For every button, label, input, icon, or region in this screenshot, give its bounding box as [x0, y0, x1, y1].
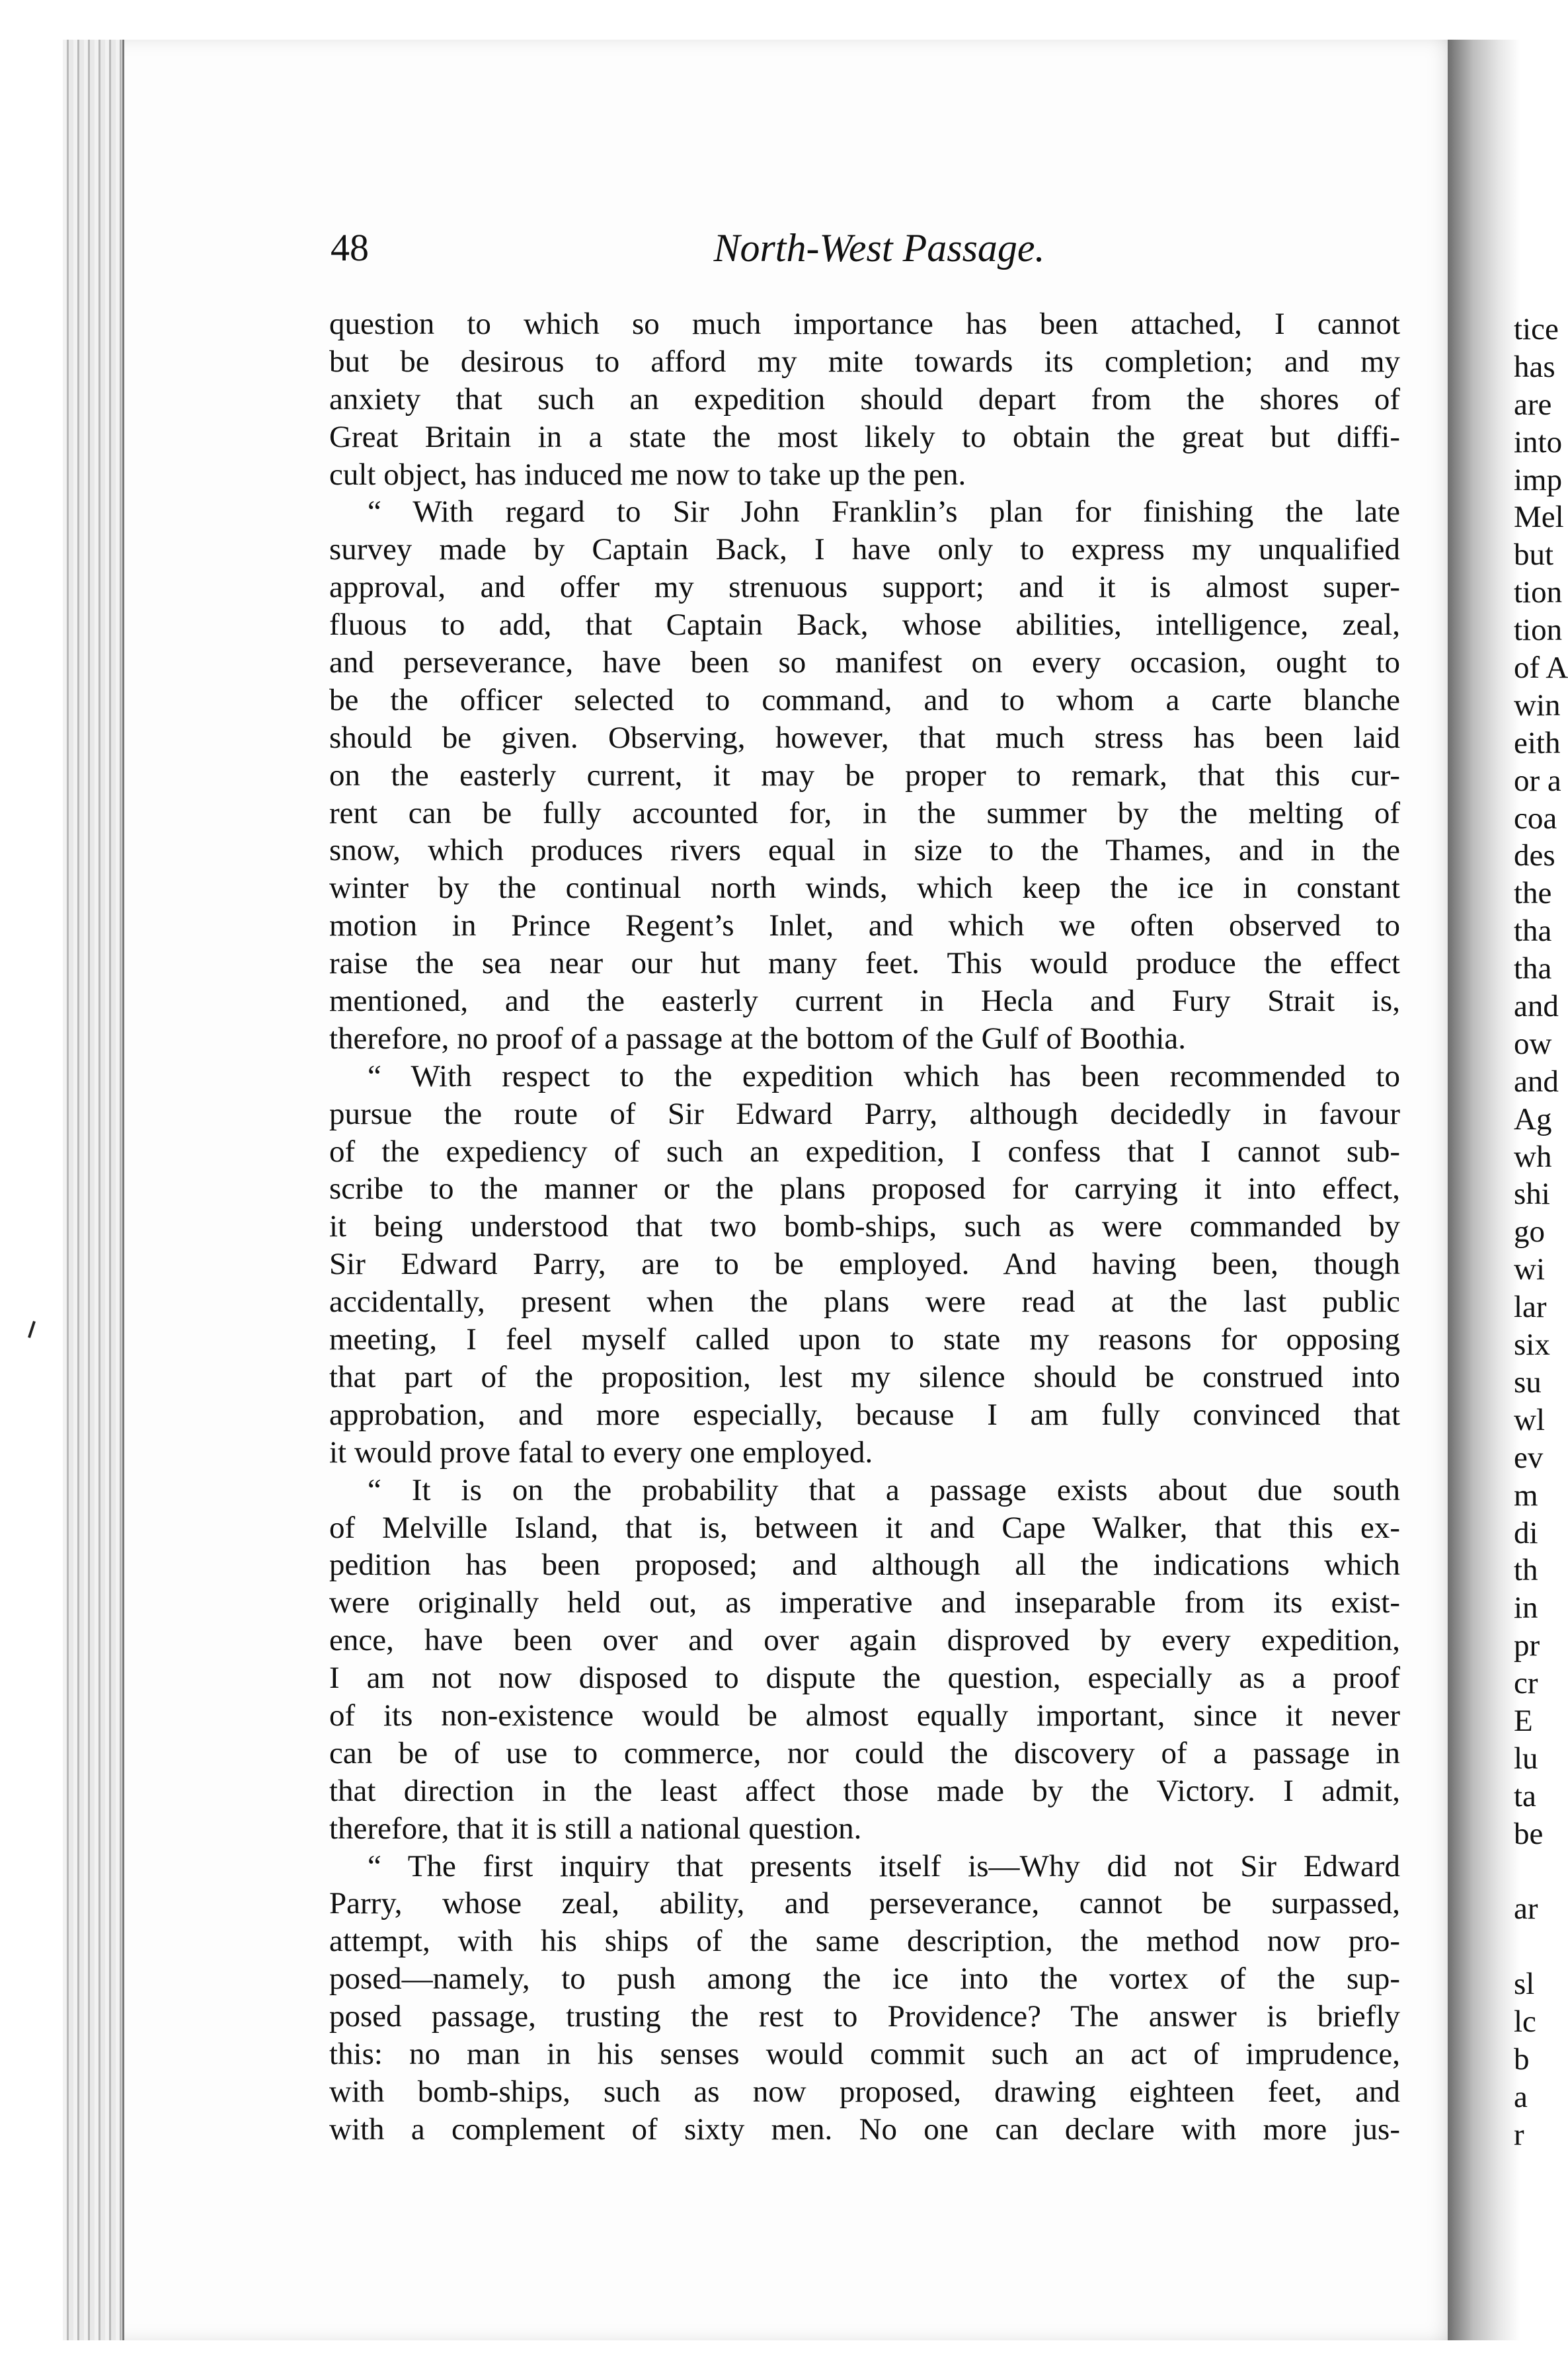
text-line: therefore, no proof of a passage at the bottom of the Gulf of Boothia. — [329, 1021, 1187, 1056]
body-text — [329, 305, 1400, 2149]
text-line: “ With regard to Sir John Franklin’s plan for finishing the late — [368, 495, 1400, 530]
text-line: of its non-existence would be almost equally important, since it never — [329, 1698, 1400, 1733]
text-line: of the expediency of such an expedition, I confess that I cannot sub- — [329, 1134, 1400, 1169]
facing-page-fragment: sl — [1514, 1967, 1535, 2002]
text-line: rent can be fully accounted for, in the summer by the melting of — [329, 795, 1400, 830]
text-line: question to which so much importance has been attached, I cannot — [329, 307, 1400, 341]
text-line: it would prove fatal to every one employed. — [329, 1435, 873, 1470]
text-line: can be of use to commerce, nor could the discovery of a passage in — [329, 1735, 1400, 1770]
facing-page-fragment: tion — [1514, 613, 1563, 648]
facing-page-fragment: tice — [1514, 312, 1559, 346]
facing-page-fragment: or a — [1514, 763, 1561, 798]
text-line: snow, which produces rivers equal in size to the Thames, and in the — [329, 833, 1400, 868]
text-line: “ With respect to the expedition which has been recommended to — [368, 1058, 1400, 1093]
text-line: cult object, has induced me now to take up the pen. — [329, 457, 966, 492]
facing-page-fragment: a — [1514, 2079, 1528, 2114]
facing-page-fragment: into — [1514, 424, 1563, 459]
facing-page-fragment: and — [1514, 989, 1559, 1024]
margin-mark — [28, 1321, 36, 1338]
text-line: approbation, and more especially, because I am fully convinced that — [329, 1397, 1400, 1432]
text-line: were originally held out, as imperative and inseparable from its exist- — [329, 1585, 1400, 1620]
facing-page-fragment: cr — [1514, 1666, 1538, 1701]
facing-page-fragment: th — [1514, 1553, 1538, 1588]
text-line: should be given. Observing, however, that much stress has been laid — [329, 720, 1400, 755]
facing-page-fragment: lar — [1514, 1290, 1547, 1325]
facing-page-fragment — [1514, 1853, 1568, 1891]
text-line: Great Britain in a state the most likely to obtain the great but diffi- — [329, 419, 1400, 454]
facing-page-fragment: ta — [1514, 1778, 1536, 1813]
text-line: approval, and offer my strenuous support; and it is almost super- — [329, 570, 1400, 605]
facing-page-fragment: wh — [1514, 1139, 1552, 1174]
page-gutter-shadow — [1448, 40, 1520, 2340]
text-line: that part of the proposition, lest my silence should be construed into — [329, 1359, 1400, 1394]
facing-page-fragments — [1514, 311, 1568, 2154]
facing-page-fragment: six — [1514, 1327, 1550, 1363]
facing-page-fragment: are — [1514, 387, 1552, 422]
facing-page-fragment: E — [1514, 1703, 1533, 1738]
facing-page-fragment: go — [1514, 1214, 1545, 1249]
facing-page-fragment: m — [1514, 1478, 1538, 1513]
text-line: therefore, that it is still a national question. — [329, 1811, 862, 1846]
text-line: pedition has been proposed; and although all the indications which — [329, 1548, 1400, 1583]
facing-page-fragment: has — [1514, 349, 1555, 384]
text-line: but be desirous to afford my mite towards its completion; and my — [329, 344, 1400, 379]
facing-page-fragment: eith — [1514, 725, 1561, 760]
text-line: ence, have been over and over again disproved by every expedition, — [329, 1623, 1400, 1658]
text-line: motion in Prince Regent’s Inlet, and which we often observed to — [329, 908, 1400, 943]
text-line: “ It is on the probability that a passage exists about due south — [368, 1472, 1400, 1507]
facing-page-fragment: lu — [1514, 1741, 1538, 1776]
facing-page-fragment: r — [1514, 2117, 1524, 2152]
text-line: survey made by Captain Back, I have only to express my unqualified — [329, 532, 1400, 567]
facing-page-fragment: imp — [1514, 462, 1563, 497]
text-line: anxiety that such an expedition should depart from the shores of — [329, 381, 1400, 416]
text-line: pursue the route of Sir Edward Parry, although decidedly in favour — [329, 1096, 1400, 1131]
facing-page-fragment: Ag — [1514, 1101, 1552, 1136]
text-line: “ The first inquiry that presents itself is—Why did not Sir Edward — [368, 1848, 1400, 1883]
text-line: fluous to add, that Captain Back, whose abilities, intelligence, zeal, — [329, 608, 1400, 643]
facing-page-fragment: of A — [1514, 651, 1568, 686]
text-line: of Melville Island, that is, between it and Cape Walker, that this ex- — [329, 1510, 1400, 1545]
facing-page-fragment: wi — [1514, 1252, 1545, 1287]
running-head — [331, 218, 1428, 278]
text-line: I am not now disposed to dispute the question, especially as a proof — [329, 1661, 1400, 1696]
text-line: Sir Edward Parry, are to be employed. And having been, though — [329, 1247, 1400, 1282]
text-line: that direction in the least affect those made by the Victory. I admit, — [329, 1773, 1400, 1808]
facing-page-fragment: b — [1514, 2041, 1530, 2077]
text-line: on the easterly current, it may be proper to remark, that this cur- — [329, 758, 1400, 793]
facing-page-fragment: lc — [1514, 2004, 1536, 2039]
text-line: and perseverance, have been so manifest on every occasion, ought to — [329, 645, 1400, 680]
facing-page-fragment: win — [1514, 688, 1561, 723]
text-line: this: no man in his senses would commit such an act of imprudence, — [329, 2036, 1400, 2071]
facing-page-fragment: tion — [1514, 575, 1563, 610]
facing-page-fragment: but — [1514, 537, 1554, 573]
facing-page-fragment: tha — [1514, 951, 1552, 986]
text-line: scribe to the manner or the plans proposed for carrying it into effect, — [329, 1171, 1400, 1207]
facing-page-fragment: des — [1514, 838, 1555, 873]
facing-page-fragment: and — [1514, 1064, 1559, 1099]
facing-page-fragment: tha — [1514, 914, 1552, 949]
facing-page-fragment: in — [1514, 1591, 1538, 1626]
page-number: 48 — [331, 226, 369, 269]
facing-page-fragment: be — [1514, 1816, 1544, 1851]
text-line: posed—namely, to push among the ice into the vortex of the sup- — [329, 1961, 1400, 1997]
facing-page-fragment: ow — [1514, 1026, 1552, 1061]
text-line: with bomb-ships, such as now proposed, drawing eighteen feet, and — [329, 2074, 1400, 2109]
facing-page-fragment: shi — [1514, 1177, 1550, 1212]
facing-page-fragment: di — [1514, 1515, 1538, 1550]
running-title: North-West Passage. — [713, 226, 1045, 270]
facing-page-fragment: ev — [1514, 1440, 1544, 1475]
text-line: Parry, whose zeal, ability, and perseverance, cannot be surpassed, — [329, 1886, 1400, 1921]
text-line: be the officer selected to command, and to whom a carte blanche — [329, 682, 1400, 717]
facing-page-fragment: coa — [1514, 801, 1557, 836]
text-line: meeting, I feel myself called upon to state my reasons for opposing — [329, 1322, 1400, 1357]
text-line: winter by the continual north winds, which keep the ice in constant — [329, 871, 1400, 906]
facing-page-fragment: su — [1514, 1365, 1542, 1400]
facing-page-fragment — [1514, 1928, 1568, 1965]
facing-page-fragment: pr — [1514, 1628, 1540, 1663]
text-line: mentioned, and the easterly current in Hecla and Fury Strait is, — [329, 984, 1400, 1019]
facing-page-fragment: the — [1514, 876, 1552, 911]
text-line: attempt, with his ships of the same description, the method now pro- — [329, 1924, 1400, 1959]
text-line: posed passage, trusting the rest to Providence? The answer is briefly — [329, 1999, 1400, 2034]
text-line: it being understood that two bomb-ships, such as were commanded by — [329, 1209, 1400, 1244]
text-line: with a complement of sixty men. No one can declare with more jus- — [329, 2112, 1400, 2147]
text-line: raise the sea near our hut many feet. This would produce the effect — [329, 946, 1400, 981]
facing-page-fragment: wl — [1514, 1402, 1545, 1437]
text-line: accidentally, present when the plans were read at the last public — [329, 1285, 1400, 1320]
facing-page-fragment: ar — [1514, 1891, 1538, 1926]
facing-page-fragment: Mel — [1514, 500, 1564, 535]
